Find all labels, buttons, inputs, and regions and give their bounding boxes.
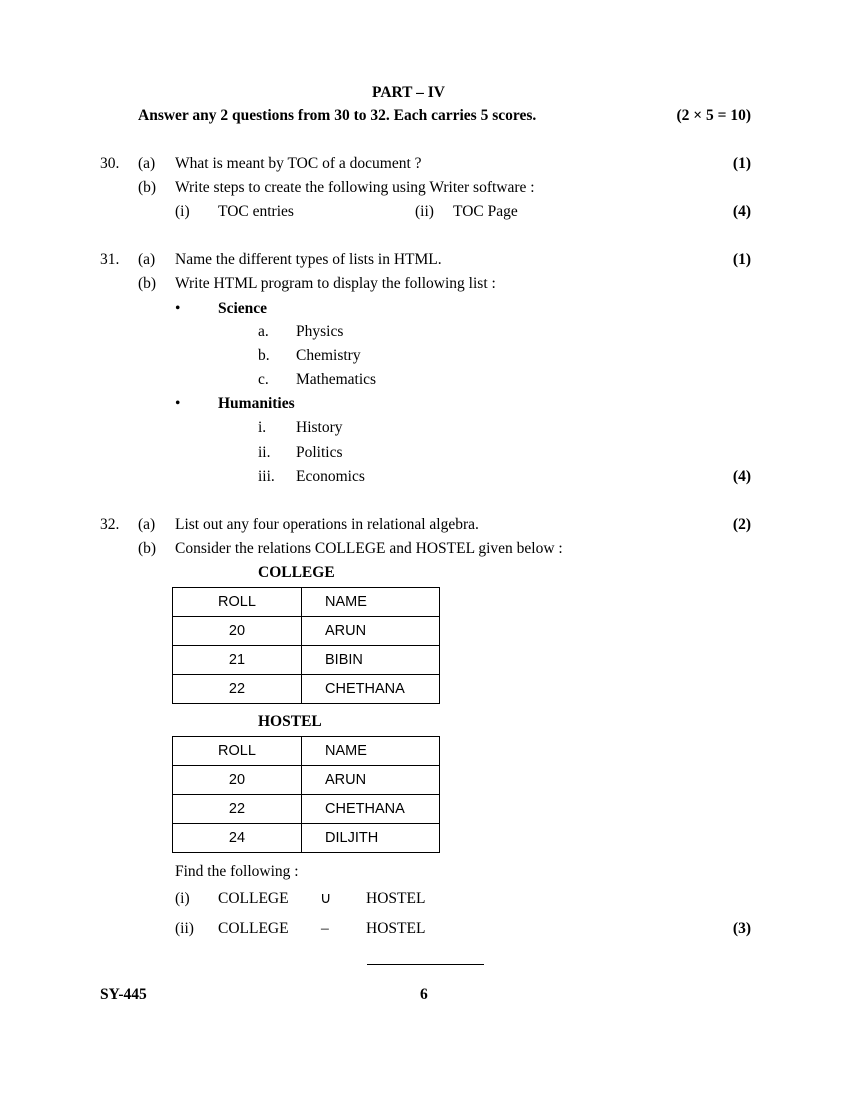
- list-marker: iii.: [258, 468, 275, 485]
- list-marker: i.: [258, 419, 267, 436]
- list-heading-humanities: Humanities: [218, 395, 295, 412]
- hostel-table: [172, 736, 440, 853]
- end-rule: [367, 964, 484, 965]
- table-row: [173, 617, 440, 646]
- q31-b-marks: (4): [732, 468, 751, 485]
- find-text: Find the following :: [175, 863, 299, 880]
- op1-left: COLLEGE: [218, 890, 289, 907]
- q32-b-label: (b): [138, 540, 157, 557]
- q30-b-text: Write steps to create the following using Writer software :: [175, 179, 535, 196]
- table-cell: DILJITH: [302, 824, 440, 853]
- q30-b-marks: (4): [732, 203, 751, 220]
- q32-a-label: (a): [138, 516, 156, 533]
- list-marker: b.: [258, 347, 270, 364]
- q30-b-sub2-text: TOC Page: [453, 203, 518, 220]
- q30-a-label: (a): [138, 155, 156, 172]
- table-cell: 22: [173, 675, 302, 704]
- q30-number: 30.: [100, 155, 120, 172]
- table-row: [173, 824, 440, 853]
- q30-b-sub1-label: (i): [175, 203, 190, 220]
- table-row: [173, 675, 440, 704]
- page-number: 6: [420, 986, 428, 1003]
- table-header-cell: ROLL: [173, 737, 302, 766]
- table-cell: BIBIN: [302, 646, 440, 675]
- college-table-title: COLLEGE: [258, 564, 335, 581]
- list-item: Economics: [296, 468, 365, 485]
- table-header-cell: NAME: [302, 588, 440, 617]
- q31-number: 31.: [100, 251, 120, 268]
- list-marker: a.: [258, 323, 269, 340]
- table-row: [173, 766, 440, 795]
- op1-label: (i): [175, 890, 190, 907]
- college-table: [172, 587, 440, 704]
- table-cell: 20: [173, 766, 302, 795]
- total-marks: (2 × 5 = 10): [676, 107, 751, 124]
- table-cell: 20: [173, 617, 302, 646]
- part-title: PART – IV: [372, 84, 445, 101]
- op2-left: COLLEGE: [218, 920, 289, 937]
- table-cell: CHETHANA: [302, 675, 440, 704]
- q32-b-marks: (3): [732, 920, 751, 937]
- bullet-humanities: •: [175, 395, 181, 412]
- table-header-cell: NAME: [302, 737, 440, 766]
- table-row: [173, 646, 440, 675]
- list-item: Physics: [296, 323, 344, 340]
- q31-b-label: (b): [138, 275, 157, 292]
- q31-a-text: Name the different types of lists in HTML.: [175, 251, 442, 268]
- footer-code: SY-445: [100, 986, 147, 1003]
- op2-label: (ii): [175, 920, 194, 937]
- op2-right: HOSTEL: [366, 920, 426, 937]
- q31-a-marks: (1): [732, 251, 751, 268]
- table-header-row: [173, 588, 440, 617]
- q30-b-label: (b): [138, 179, 157, 196]
- table-cell: 21: [173, 646, 302, 675]
- q30-b-sub2-label: (ii): [415, 203, 434, 220]
- q32-b-text: Consider the relations COLLEGE and HOSTEL given below :: [175, 540, 563, 557]
- q31-b-text: Write HTML program to display the following list :: [175, 275, 496, 292]
- op2-symbol: –: [321, 920, 329, 937]
- list-item: Mathematics: [296, 371, 377, 388]
- table-cell: 24: [173, 824, 302, 853]
- hostel-table-title: HOSTEL: [258, 713, 322, 730]
- list-heading-science: Science: [218, 300, 268, 317]
- q32-number: 32.: [100, 516, 120, 533]
- table-cell: ARUN: [302, 766, 440, 795]
- op1-symbol: ∪: [320, 889, 332, 907]
- table-cell: 22: [173, 795, 302, 824]
- list-marker: ii.: [258, 444, 271, 461]
- table-cell: ARUN: [302, 617, 440, 646]
- q32-a-marks: (2): [732, 516, 751, 533]
- q30-b-sub1-text: TOC entries: [218, 203, 294, 220]
- bullet-science: •: [175, 300, 181, 317]
- op1-right: HOSTEL: [366, 890, 426, 907]
- list-marker: c.: [258, 371, 269, 388]
- table-header-cell: ROLL: [173, 588, 302, 617]
- list-item: History: [296, 419, 343, 436]
- list-item: Politics: [296, 444, 343, 461]
- instruction-text: Answer any 2 questions from 30 to 32. Each carries 5 scores.: [138, 107, 537, 124]
- table-cell: CHETHANA: [302, 795, 440, 824]
- q31-a-label: (a): [138, 251, 156, 268]
- q32-a-text: List out any four operations in relational algebra.: [175, 516, 479, 533]
- table-row: [173, 795, 440, 824]
- q30-a-text: What is meant by TOC of a document ?: [175, 155, 422, 172]
- list-item: Chemistry: [296, 347, 361, 364]
- table-header-row: [173, 737, 440, 766]
- q30-a-marks: (1): [732, 155, 751, 172]
